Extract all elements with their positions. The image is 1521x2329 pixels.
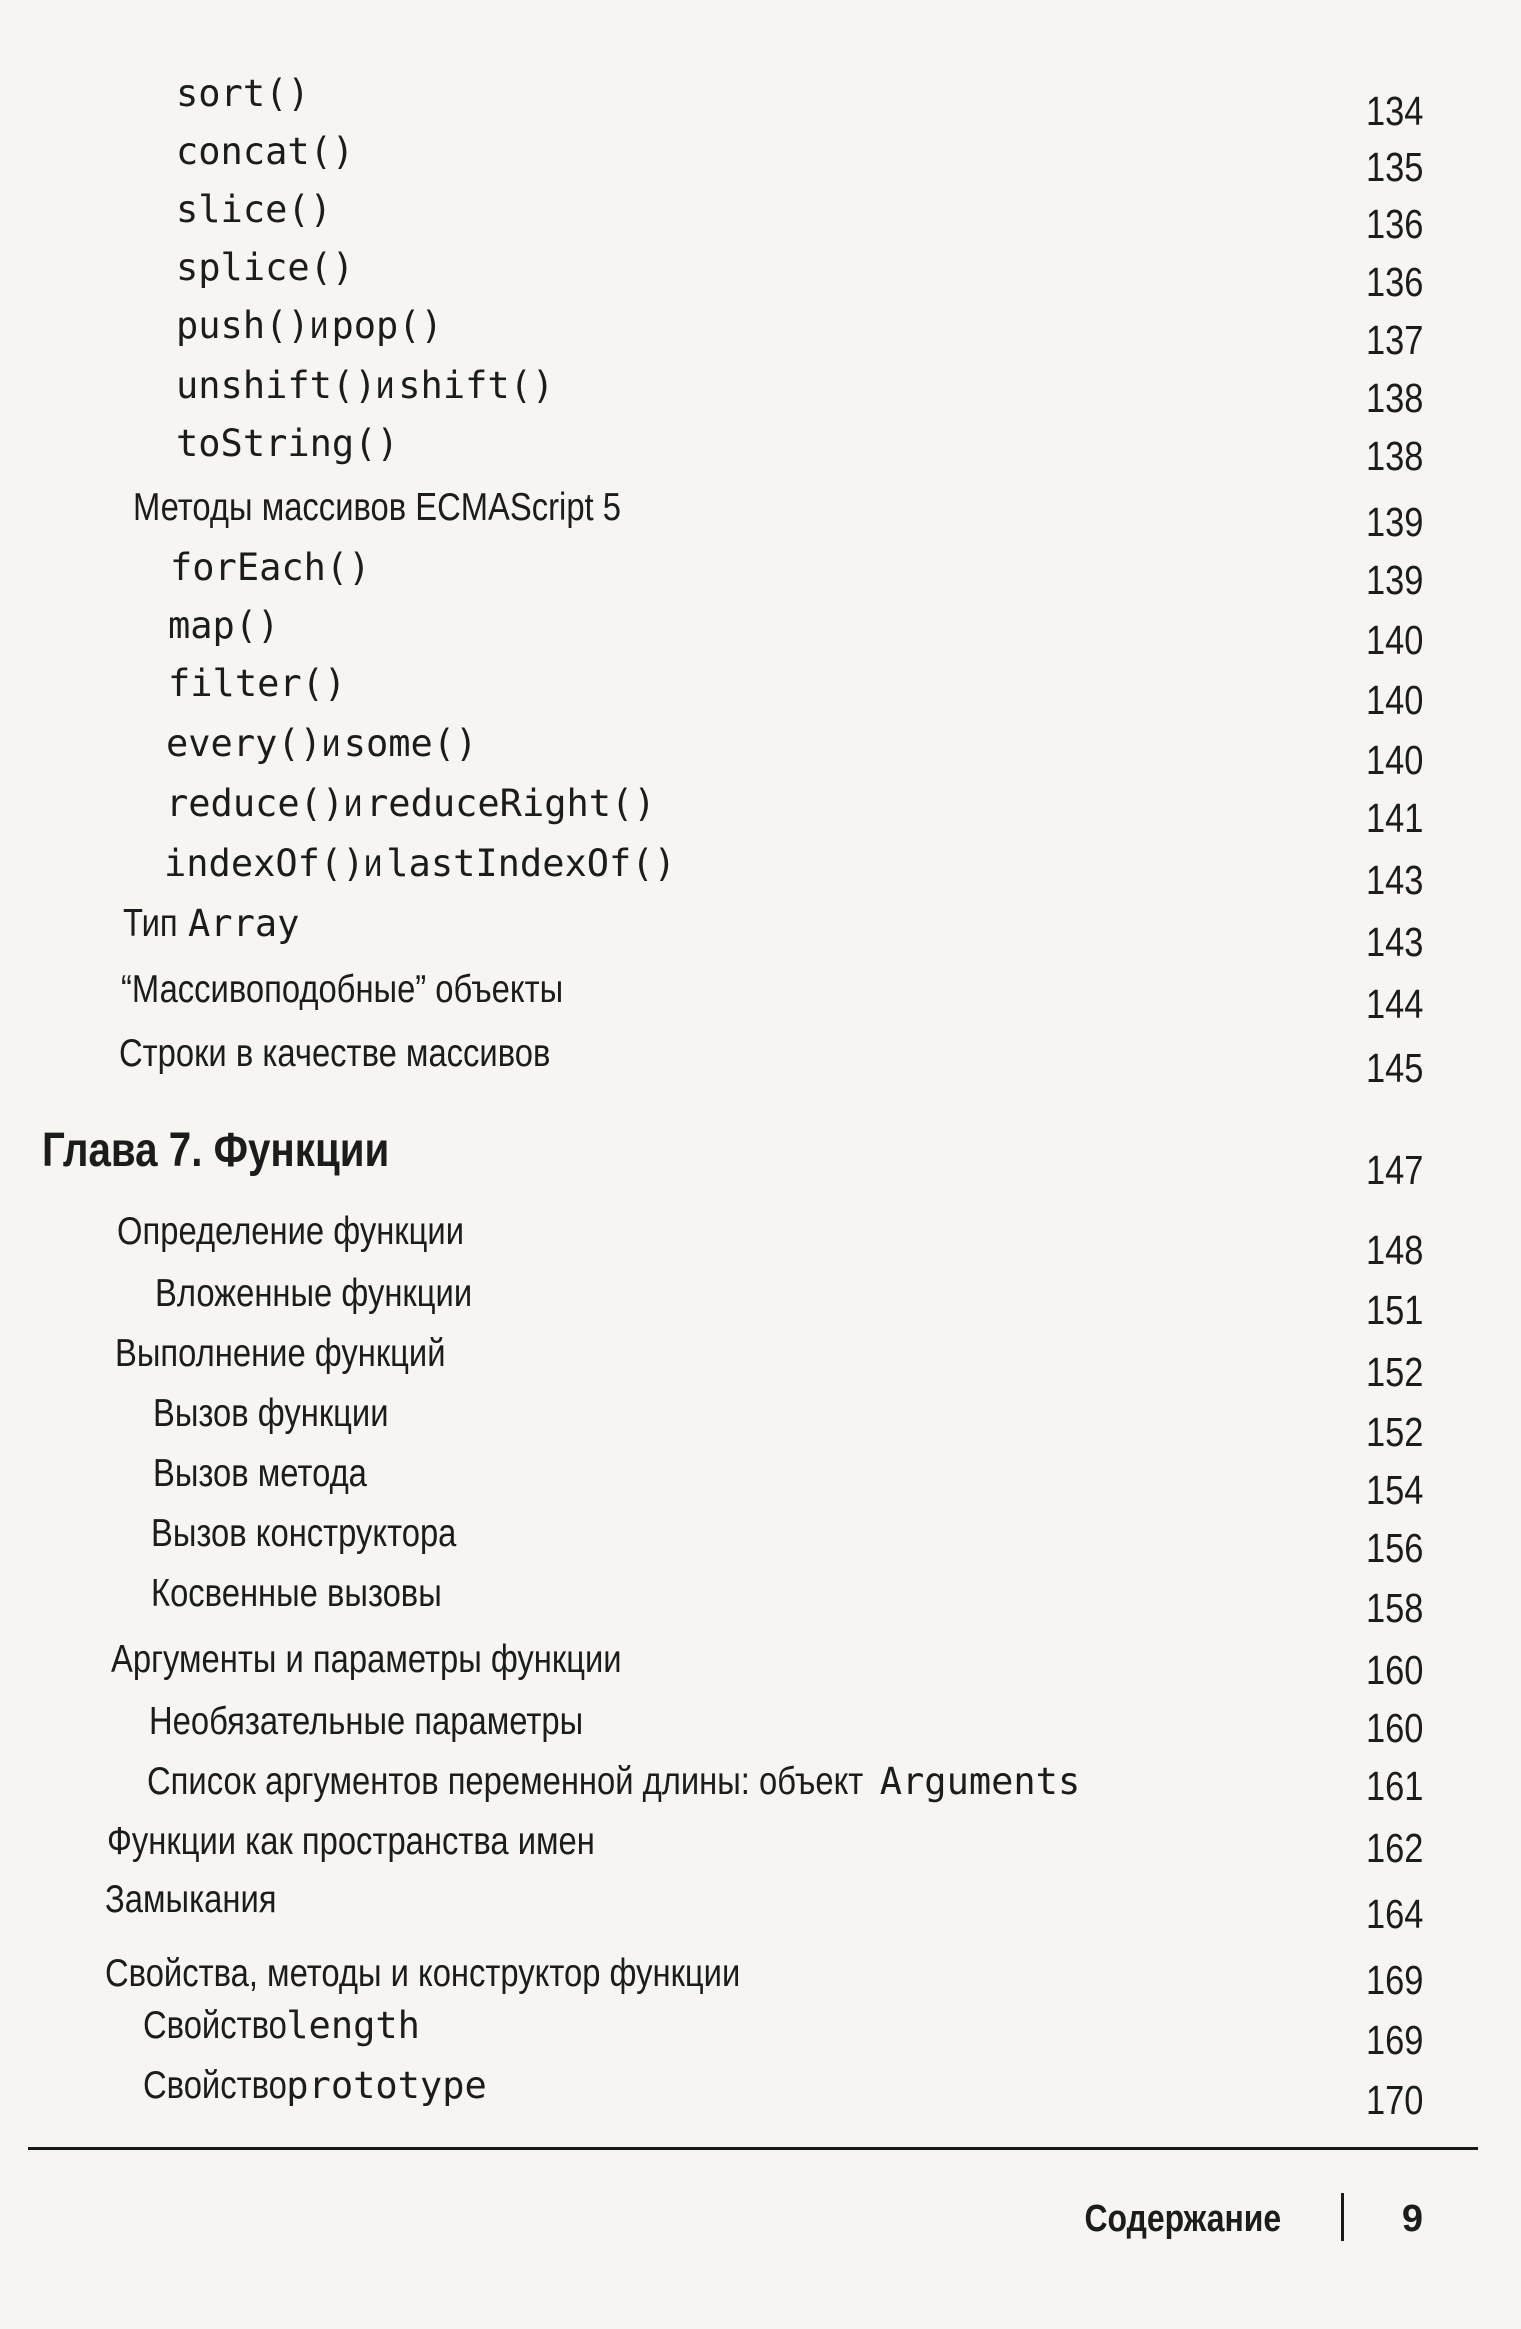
toc-page-number: 161 <box>1365 1763 1423 1809</box>
toc-page-number: 170 <box>1365 2077 1423 2123</box>
toc-entry-foreach: forEach() <box>170 546 371 589</box>
toc-page-number: 154 <box>1365 1467 1423 1513</box>
toc-entry-indirect-calls: Косвенные вызовы <box>151 1572 442 1615</box>
toc-entry-array-type: ТипArray <box>123 902 300 945</box>
toc-page-number: 138 <box>1365 433 1423 479</box>
toc-entry-namespaces: Функции как пространства имен <box>107 1820 595 1863</box>
toc-page-number: 145 <box>1365 1045 1423 1091</box>
toc-entry-arguments-object: Список аргументов переменной длины: объектArguments <box>147 1760 1081 1803</box>
toc-entry-ecmascript5: Методы массивов ECMAScript 5 <box>133 486 621 529</box>
toc-page-number: 140 <box>1365 617 1423 663</box>
toc-page-number: 152 <box>1365 1409 1423 1455</box>
toc-page-number: 160 <box>1365 1647 1423 1693</box>
footer-separator <box>1341 2193 1344 2241</box>
footer-section-title: Содержание <box>1084 2198 1281 2240</box>
toc-page-number: 139 <box>1365 557 1423 603</box>
toc-entry-arguments-parameters: Аргументы и параметры функции <box>111 1638 622 1681</box>
toc-page-number: 162 <box>1365 1825 1423 1871</box>
toc-page-number: 136 <box>1365 259 1423 305</box>
toc-entry-function-definition: Определение функции <box>117 1210 464 1253</box>
footer-page-number: 9 <box>1401 2198 1423 2240</box>
toc-entry-sort: sort() <box>176 72 310 115</box>
toc-page-number: 144 <box>1365 981 1423 1027</box>
toc-page-number: 136 <box>1365 201 1423 247</box>
toc-page-number: 140 <box>1365 737 1423 783</box>
toc-page-number: 134 <box>1365 88 1423 134</box>
toc-page-number: 141 <box>1365 795 1423 841</box>
toc-page-number: 169 <box>1365 2017 1423 2063</box>
toc-entry-optional-params: Необязательные параметры <box>149 1700 584 1743</box>
toc-page-number: 160 <box>1365 1705 1423 1751</box>
toc-entry-every-some: every()иsome() <box>166 722 478 765</box>
toc-entry-function-invocation: Выполнение функций <box>115 1332 446 1375</box>
toc-entry-concat: concat() <box>176 130 355 173</box>
toc-entry-function-properties: Свойства, методы и конструктор функции <box>105 1952 741 1995</box>
toc-page-number: 137 <box>1365 317 1423 363</box>
toc-page-number: 151 <box>1365 1287 1423 1333</box>
toc-page-number: 140 <box>1365 677 1423 723</box>
toc-entry-filter: filter() <box>168 662 347 705</box>
toc-page-number: 139 <box>1365 499 1423 545</box>
toc-entry-prototype-property: Свойствоprototype <box>143 2064 487 2107</box>
toc-entry-function-call: Вызов функции <box>153 1392 389 1435</box>
toc-entry-closures: Замыкания <box>105 1878 277 1921</box>
toc-entry-reduce: reduce()иreduceRight() <box>166 782 656 825</box>
chapter-heading: Глава 7. Функции <box>42 1124 390 1177</box>
toc-entry-map: map() <box>168 604 280 647</box>
toc-entry-indexof: indexOf()иlastIndexOf() <box>164 842 676 885</box>
toc-entry-push-pop: push()иpop() <box>176 304 443 347</box>
toc-entry-method-call: Вызов метода <box>153 1452 367 1495</box>
toc-entry-splice: splice() <box>176 246 355 289</box>
toc-page-number: 156 <box>1365 1525 1423 1571</box>
toc-entry-array-like: “Массивоподобные” объекты <box>121 968 564 1011</box>
toc-page-number: 164 <box>1365 1891 1423 1937</box>
toc-page-number: 135 <box>1365 144 1423 190</box>
toc-page-number: 143 <box>1365 857 1423 903</box>
toc-page-number: 148 <box>1365 1227 1423 1273</box>
toc-page-number: 158 <box>1365 1585 1423 1631</box>
toc-entry-tostring: toString() <box>176 422 399 465</box>
toc-entry-strings-as-arrays: Строки в качестве массивов <box>119 1032 551 1075</box>
toc-page-number: 143 <box>1365 919 1423 965</box>
toc-entry-nested-functions: Вложенные функции <box>155 1272 473 1315</box>
toc-entry-constructor-call: Вызов конструктора <box>151 1512 457 1555</box>
toc-page-number: 169 <box>1365 1957 1423 2003</box>
toc-entry-unshift-shift: unshift()иshift() <box>176 364 555 407</box>
footer-rule <box>28 2147 1478 2150</box>
toc-entry-length-property: Свойствоlength <box>143 2004 420 2047</box>
toc-entry-slice: slice() <box>176 188 332 231</box>
toc-page-number: 147 <box>1365 1147 1423 1193</box>
toc-page-number: 152 <box>1365 1349 1423 1395</box>
toc-page-number: 138 <box>1365 375 1423 421</box>
